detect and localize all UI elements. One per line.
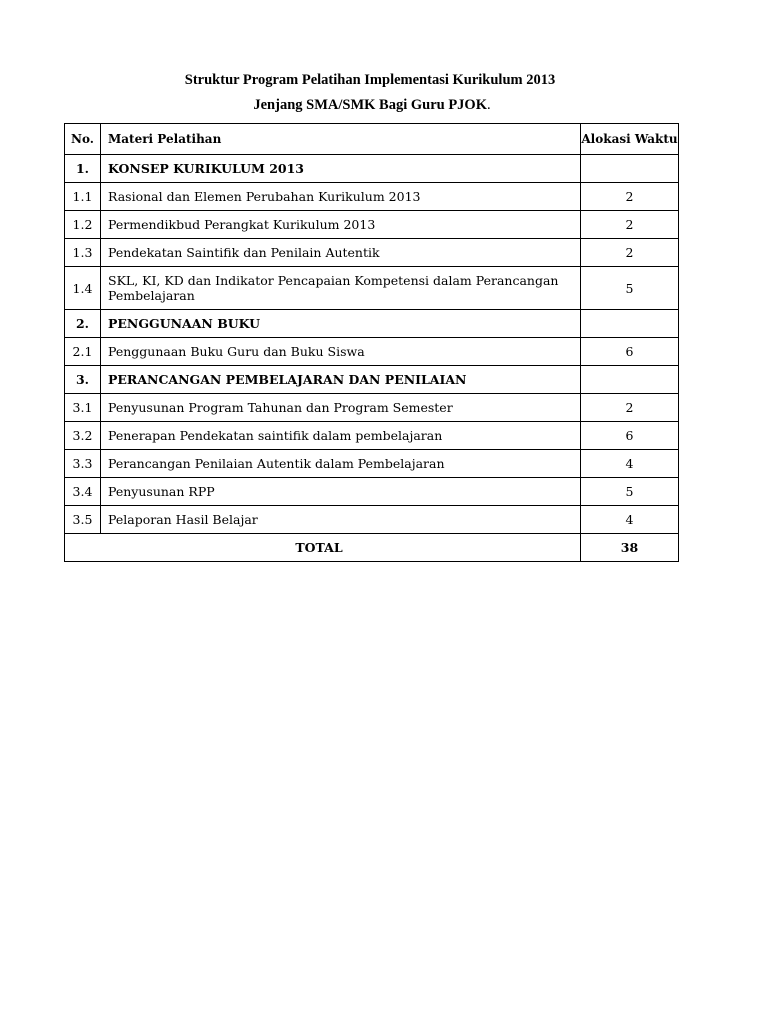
row-no: 3.3 (65, 450, 101, 478)
row-materi: Penyusunan Program Tahunan dan Program Semester (101, 394, 581, 422)
row-materi: Perancangan Penilaian Autentik dalam Pembelajaran (101, 450, 581, 478)
row-alokasi: 6 (581, 338, 679, 366)
row-no: 1. (65, 155, 101, 183)
document-title: Struktur Program Pelatihan Implementasi Kurikulum 2013 (184, 72, 556, 88)
total-label: TOTAL (65, 534, 581, 562)
row-no: 1.2 (65, 211, 101, 239)
table-row (65, 422, 679, 450)
table-row (65, 267, 679, 310)
document-subtitle-text: Jenjang SMA/SMK Bagi Guru PJOK (253, 97, 487, 113)
row-materi: SKL, KI, KD dan Indikator Pencapaian Kompetensi dalam Perancangan Pembelajaran (101, 267, 581, 310)
row-materi: Pendekatan Saintifik dan Penilain Autentik (101, 239, 581, 267)
row-alokasi: 6 (581, 422, 679, 450)
row-materi: Pelaporan Hasil Belajar (101, 506, 581, 534)
table-row-section (65, 366, 679, 394)
row-alokasi: 2 (581, 394, 679, 422)
header-no: No. (65, 124, 101, 155)
row-alokasi (581, 155, 679, 183)
row-materi: Penyusunan RPP (101, 478, 581, 506)
row-materi: Penggunaan Buku Guru dan Buku Siswa (101, 338, 581, 366)
row-no: 3.1 (65, 394, 101, 422)
header-materi: Materi Pelatihan (101, 124, 581, 155)
row-no: 3.4 (65, 478, 101, 506)
row-alokasi: 4 (581, 506, 679, 534)
row-materi: Permendikbud Perangkat Kurikulum 2013 (101, 211, 581, 239)
table-header-row (65, 124, 679, 155)
row-materi: Penerapan Pendekatan saintifik dalam pembelajaran (101, 422, 581, 450)
header-alokasi: Alokasi Waktu (581, 124, 679, 155)
row-alokasi: 2 (581, 183, 679, 211)
table-row (65, 183, 679, 211)
row-materi: KONSEP KURIKULUM 2013 (101, 155, 581, 183)
row-alokasi: 2 (581, 211, 679, 239)
row-alokasi: 4 (581, 450, 679, 478)
row-no: 2. (65, 310, 101, 338)
row-no: 1.1 (65, 183, 101, 211)
table-row (65, 239, 679, 267)
document-subtitle-period: . (487, 97, 491, 113)
row-materi: PENGGUNAAN BUKU (101, 310, 581, 338)
row-alokasi: 2 (581, 239, 679, 267)
table-total-row (65, 534, 679, 562)
row-no: 1.3 (65, 239, 101, 267)
row-materi: PERANCANGAN PEMBELAJARAN DAN PENILAIAN (101, 366, 581, 394)
table-row (65, 211, 679, 239)
table-row (65, 450, 679, 478)
row-alokasi: 5 (581, 478, 679, 506)
row-no: 3.5 (65, 506, 101, 534)
row-materi: Rasional dan Elemen Perubahan Kurikulum 2013 (101, 183, 581, 211)
table-row-section (65, 155, 679, 183)
training-structure-table (64, 123, 679, 562)
table-row (65, 394, 679, 422)
row-alokasi (581, 310, 679, 338)
table-row (65, 338, 679, 366)
table-row-section (65, 310, 679, 338)
row-no: 2.1 (65, 338, 101, 366)
row-alokasi (581, 366, 679, 394)
row-no: 3.2 (65, 422, 101, 450)
row-alokasi: 5 (581, 267, 679, 310)
document-subtitle (0, 97, 756, 114)
table-row (65, 506, 679, 534)
total-value: 38 (581, 534, 679, 562)
row-no: 3. (65, 366, 101, 394)
table-row (65, 478, 679, 506)
row-no: 1.4 (65, 267, 101, 310)
